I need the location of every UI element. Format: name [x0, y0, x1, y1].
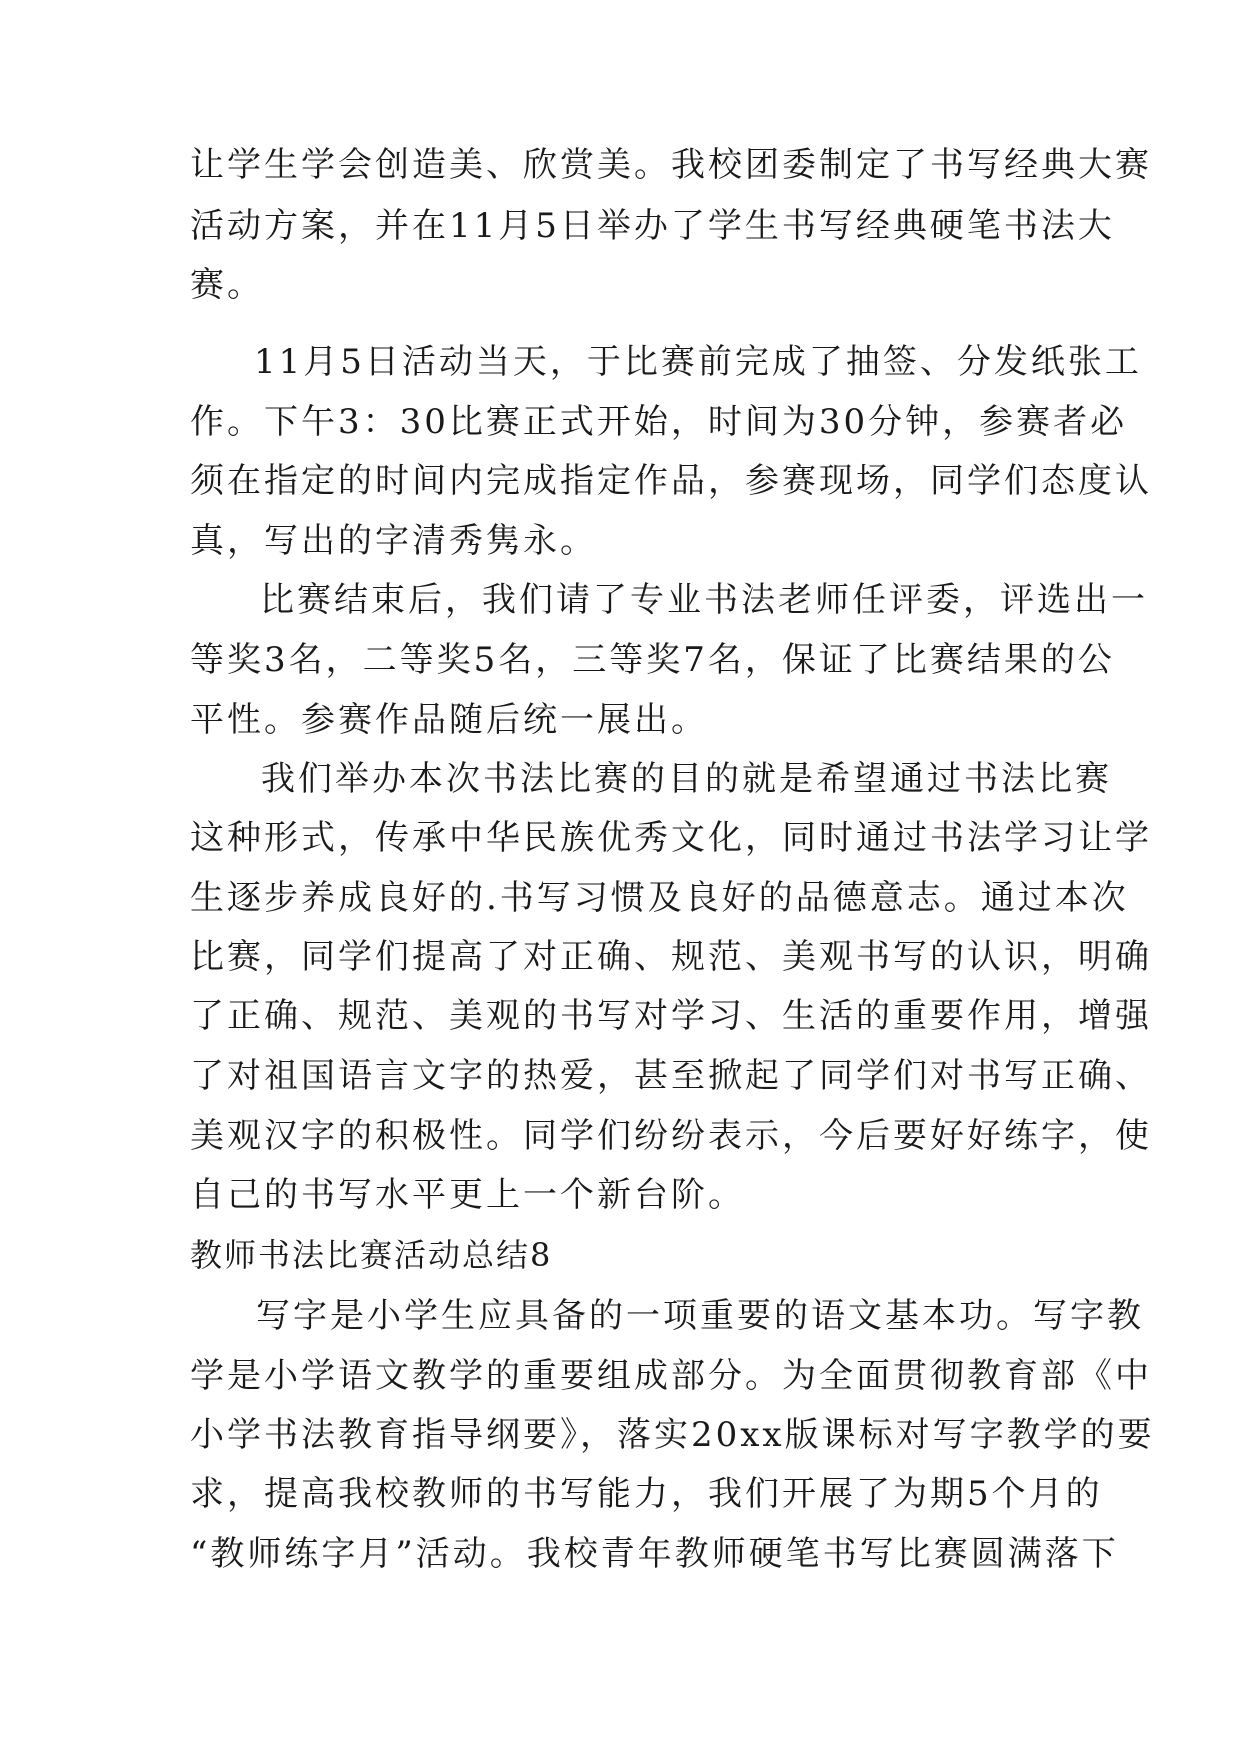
text-line: 须在指定的时间内完成指定作品，参赛现场，同学们态度认 — [190, 461, 1152, 501]
text-line: 美观汉字的积极性。同学们纷纷表示，今后要好好练字，使 — [190, 1116, 1152, 1156]
text-line: 比赛，同学们提高了对正确、规范、美观书写的认识，明确 — [190, 937, 1152, 977]
text-line: 平性。参赛作品随后统一展出。 — [190, 700, 708, 740]
text-line: 11月5日活动当天，于比赛前完成了抽签、分发纸张工 — [254, 342, 1142, 382]
text-line: 自己的书写水平更上一个新台阶。 — [190, 1175, 745, 1215]
text-line: 真，写出的字清秀隽永。 — [190, 521, 597, 561]
text-line: 比赛结束后，我们请了专业书法老师任评委，评选出一 — [260, 580, 1148, 620]
text-line: 让学生学会创造美、欣赏美。我校团委制定了书写经典大赛 — [190, 145, 1152, 185]
text-line: 学是小学语文教学的重要组成部分。为全面贯彻教育部《中 — [190, 1356, 1152, 1396]
text-line: 写字是小学生应具备的一项重要的语文基本功。写字教 — [256, 1296, 1144, 1336]
text-line: “教师练字月”活动。我校青年教师硬笔书写比赛圆满落下 — [190, 1534, 1119, 1574]
text-line: 了正确、规范、美观的书写对学习、生活的重要作用，增强 — [190, 996, 1152, 1036]
text-line: 我们举办本次书法比赛的目的就是希望通过书法比赛 — [261, 759, 1112, 799]
text-line: 活动方案，并在11月5日举办了学生书写经典硬笔书法大 — [190, 206, 1115, 246]
text-line: 了对祖国语言文字的热爱，甚至掀起了同学们对书写正确、 — [190, 1056, 1152, 1096]
text-line: 生逐步养成良好的.书写习惯及良好的品德意志。通过本次 — [190, 878, 1129, 918]
text-line: 等奖3名，二等奖5名，三等奖7名，保证了比赛结果的公 — [190, 640, 1115, 680]
text-line: 小学书法教育指导纲要》，落实20xx版课标对写字教学的要 — [190, 1415, 1155, 1455]
text-line: 赛。 — [190, 265, 264, 305]
text-line: 这种形式，传承中华民族优秀文化，同时通过书法学习让学 — [190, 818, 1152, 858]
text-line: 作。下午3：30比赛正式开始，时间为30分钟，参赛者必 — [190, 402, 1128, 442]
text-line: 求，提高我校教师的书写能力，我们开展了为期5个月的 — [190, 1474, 1103, 1514]
section-heading: 教师书法比赛活动总结8 — [190, 1236, 553, 1274]
